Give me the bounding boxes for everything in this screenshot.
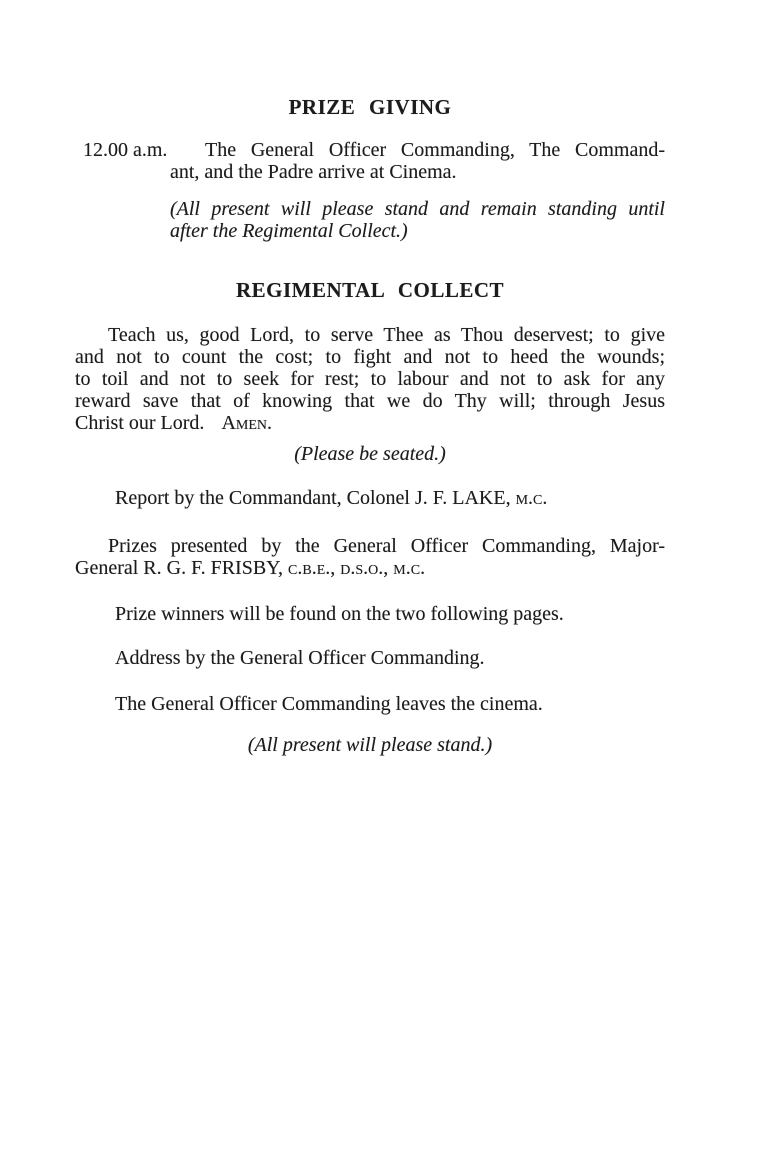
final-note: (All present will please stand.) (247, 734, 493, 756)
collect-paragraph (75, 324, 665, 434)
collect-line-3: to toil and not to seek for rest; to labour and not to ask for any (75, 368, 665, 390)
prizes-line-2 (75, 557, 665, 579)
standing-note-line-2: after the Regimental Collect.) (170, 220, 408, 242)
departure-line: The General Officer Commanding leaves the cinema. (115, 693, 543, 715)
schedule-line-1: The General Officer Commanding, The Command- (205, 139, 665, 161)
collect-line-5 (75, 412, 665, 434)
report-honours: m.c. (515, 487, 548, 509)
collect-line-4: reward save that of knowing that we do Thy will; through Jesus (75, 390, 665, 412)
standing-note-line-1: (All present will please stand and remain standing until (170, 198, 665, 220)
page-title: PRIZE GIVING (288, 95, 452, 119)
report-text: Report by the Commandant, Colonel J. F. LAKE, (115, 487, 511, 509)
address-line: Address by the General Officer Commanding. (115, 647, 485, 669)
prizes-line-1: Prizes presented by the General Officer Commanding, Major- (108, 535, 665, 557)
collect-amen: Amen. (221, 412, 272, 434)
seated-note: (Please be seated.) (294, 443, 446, 465)
collect-line-5-text: Christ our Lord. (75, 412, 205, 434)
schedule-line-2: ant, and the Padre arrive at Cinema. (170, 161, 457, 183)
prizes-paragraph (75, 535, 665, 579)
prizes-honours: c.b.e., d.s.o., m.c. (288, 557, 426, 579)
collect-line-2: and not to count the cost; to fight and not to heed the wounds; (75, 346, 665, 368)
prize-winners-line: Prize winners will be found on the two following pages. (115, 603, 564, 625)
collect-heading: REGIMENTAL COLLECT (235, 278, 505, 302)
prizes-line-2-text: General R. G. F. FRISBY, (75, 557, 284, 579)
report-line (115, 487, 675, 509)
schedule-time: 12.00 a.m. (83, 139, 168, 161)
collect-line-1: Teach us, good Lord, to serve Thee as Thou deservest; to give (108, 324, 665, 346)
